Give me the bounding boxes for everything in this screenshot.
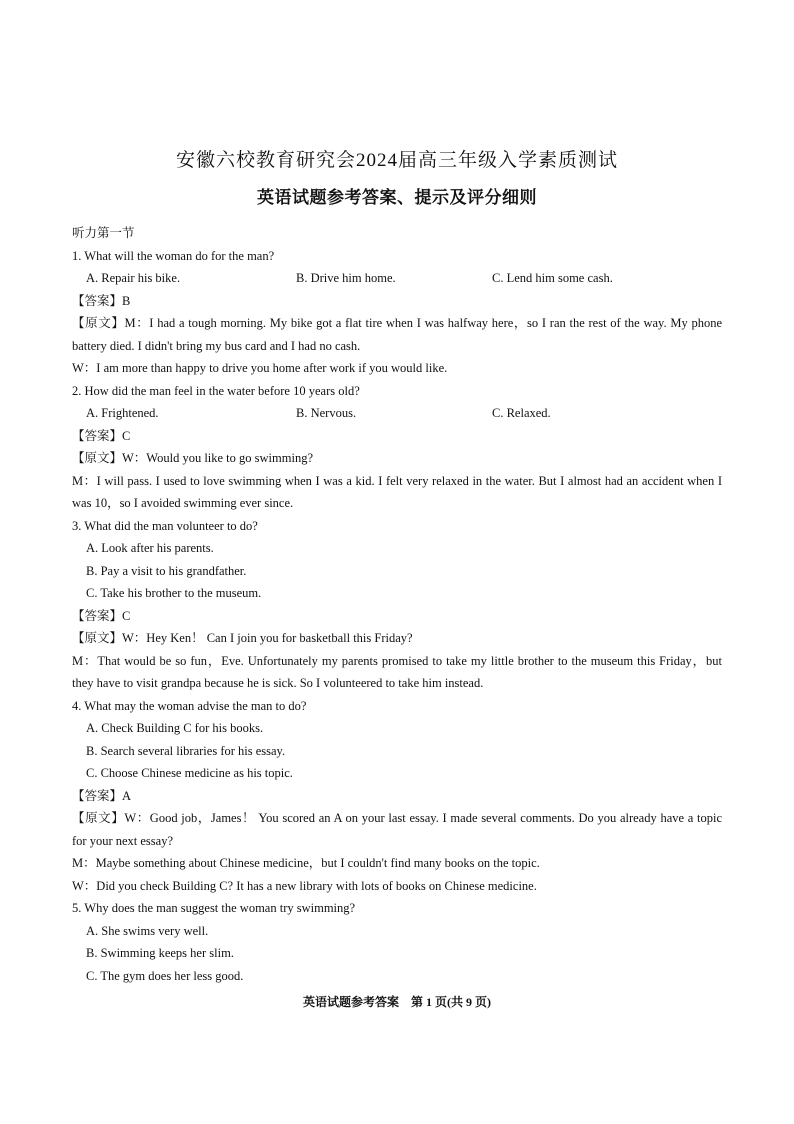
option-c: C. The gym does her less good.: [86, 968, 244, 983]
option-b: B. Swimming keeps her slim.: [86, 946, 234, 960]
transcript-line: 【原文】W：Good job，James！ You scored an A on your last essay. I made several comments. Do you already have a topic for your next essay?: [72, 811, 722, 848]
answer-3: 【答案】C: [72, 608, 131, 623]
transcript-line: M：That would be so fun，Eve. Unfortunately my parents promised to take my little brother to the museum this Friday，but they have to visit grandpa because he is sick. So I volunteered to take him instead.: [72, 653, 722, 690]
question-2: 2. How did the man feel in the water before 10 years old?: [72, 383, 360, 398]
option-b: B. Search several libraries for his essay.: [86, 743, 286, 758]
option-a: A. Repair his bike.: [86, 271, 181, 285]
transcript-line: W：Did you check Building C? It has a new library with lots of books on Chinese medicine.: [72, 878, 537, 893]
option-b: B. Drive him home.: [296, 271, 396, 285]
transcript-line: W：I am more than happy to drive you home after work if you would like.: [72, 361, 448, 375]
section-heading: 听力第一节: [72, 226, 135, 240]
question-1-options: [72, 267, 722, 290]
question-5: 5. Why does the man suggest the woman try swimming?: [72, 901, 356, 915]
option-c: C. Take his brother to the museum.: [86, 586, 262, 600]
document-body: [72, 222, 722, 987]
transcript-line: 【原文】W：Hey Ken！ Can I join you for basketball this Friday?: [72, 631, 413, 645]
option-c: C. Lend him some cash.: [492, 271, 613, 285]
option-b: B. Nervous.: [296, 406, 357, 420]
transcript-line: 【原文】W：Would you like to go swimming?: [72, 451, 313, 465]
option-b: B. Pay a visit to his grandfather.: [86, 563, 247, 578]
option-a: A. Frightened.: [86, 406, 159, 420]
option-c: C. Relaxed.: [492, 406, 551, 420]
option-c: C. Choose Chinese medicine as his topic.: [86, 766, 293, 780]
answer-4: 【答案】A: [72, 788, 132, 803]
option-a: A. Look after his parents.: [86, 541, 214, 555]
question-4: 4. What may the woman advise the man to do?: [72, 698, 307, 713]
transcript-line: M：I will pass. I used to love swimming when I was a kid. I felt very relaxed in the water. But I almost had an accident when I was 10，so I avoided swimming ever since.: [72, 473, 722, 510]
question-2-options: [72, 402, 722, 425]
question-3: 3. What did the man volunteer to do?: [72, 518, 258, 533]
transcript-line: 【原文】M：I had a tough morning. My bike got a flat tire when I was halfway here，so I ran the rest of the way. My phone battery died. I didn't bring my bus card and I had no cash.: [72, 316, 722, 353]
answer-2: 【答案】C: [72, 428, 131, 443]
page-title: 安徽六校教育研究会2024届高三年级入学素质测试: [175, 150, 618, 171]
page-footer: 英语试题参考答案 第 1 页(共 9 页): [303, 995, 491, 1009]
answer-1: 【答案】B: [72, 293, 131, 308]
question-1: 1. What will the woman do for the man?: [72, 248, 275, 263]
option-a: A. Check Building C for his books.: [86, 721, 264, 735]
option-a: A. She swims very well.: [86, 923, 209, 938]
page-subtitle: 英语试题参考答案、提示及评分细则: [257, 188, 537, 207]
transcript-line: M：Maybe something about Chinese medicine，but I couldn't find many books on the topic.: [72, 856, 540, 870]
